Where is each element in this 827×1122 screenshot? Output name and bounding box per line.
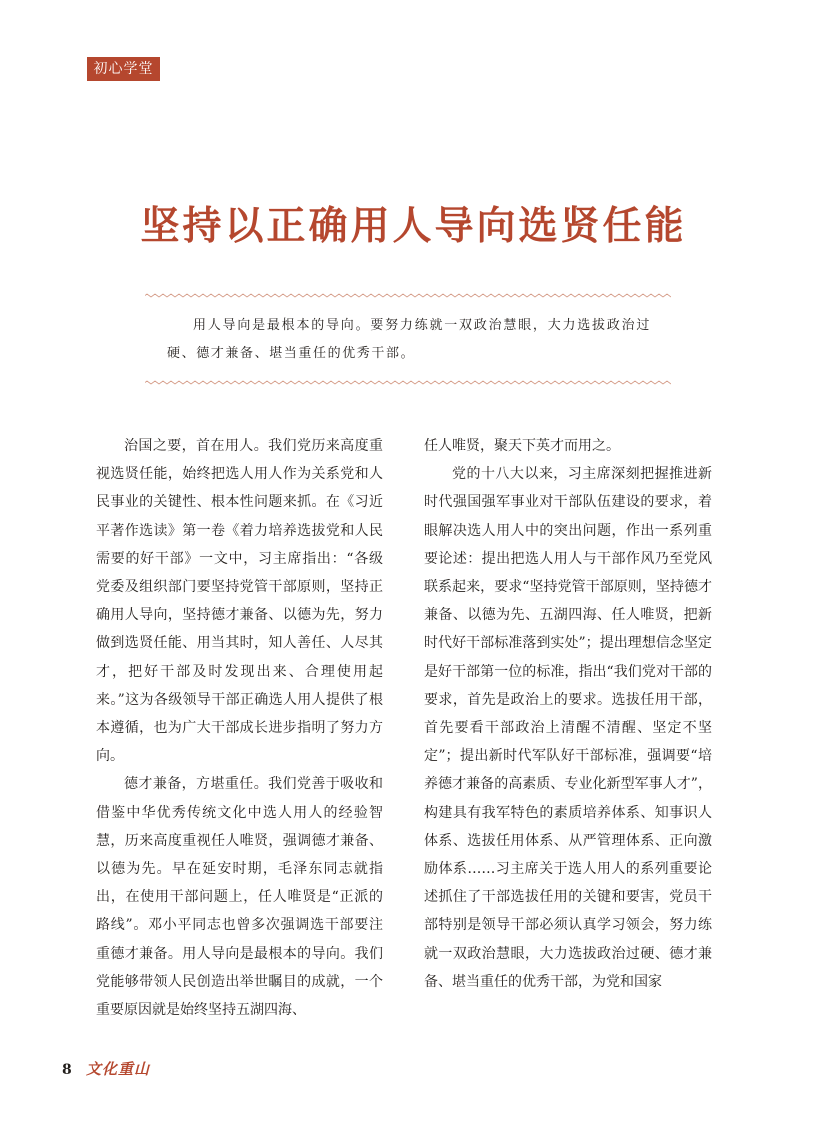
lead-bottom-divider	[145, 380, 671, 385]
article-title: 坚持以正确用人导向选贤任能	[140, 203, 687, 249]
body-paragraph: 治国之要，首在用人。我们党历来高度重视选贤任能，始终把选人用人作为关系党和人民事业的关键性、根本性问题来抓。在《习近平著作选读》第一卷《着力培养选拔党和人民需要的好干部》一文中，习主席指出：“各级党委及组织部门要坚持党管干部原则，坚持正确用人导向，坚持德才兼备、以德为先，努力做到选贤任能、用当其时，知人善任、人尽其才，把好干部及时发现出来、合理使用起来。”这为各级领导干部正确选人用人提供了根本遵循，也为广大干部成长进步指明了努力方向。	[96, 438, 383, 765]
lead-summary: 用人导向是最根本的导向。要努力练就一双政治慧眼，大力选拔政治过硬、德才兼备、堪当重任的优秀干部。	[167, 318, 651, 361]
section-tag: 初心学堂	[87, 57, 160, 81]
body-paragraph: 德才兼备，方堪重任。我们党善于吸收和借鉴中华优秀传统文化中选人用人的经验智慧，历来高度重视任人唯贤，强调德才兼备、以德为先。早在延安时期，毛泽东同志就指出，在使用干部问题上，任人唯贤是“正派的路线”。邓小平同志也曾多次强调选干部要注重德才兼备。用人导向是最根本的导向。我们党能够带领人民创造出举世瞩目的成就，一个重要原因就是始终坚持五湖四海、	[96, 776, 383, 1019]
body-paragraph: 党的十八大以来，习主席深刻把握推进新时代强国强军事业对干部队伍建设的要求，着眼解决选人用人中的突出问题，作出一系列重要论述：提出把选人用人与干部作风乃至党风联系起来，要求“坚持党管干部原则，坚持德才兼备、以德为先、五湖四海、任人唯贤，把新时代好干部标准落到实处”；提出理想信念坚定是好干部第一位的标准，指出“我们党对干部的要求，首先是政治上的要求。选拔任用干部，首先要看干部政治上清醒不清醒、坚定不坚定”；提出新时代军队好干部标准，强调要“培养德才兼备的高素质、专业化新型军事人才”，构建具有我军特色的素质培养体系、知事识人体系、选拔任用体系、从严管理体系、正向激励体系……习主席关于选人用人的系列重要论述抓住了干部选拔任用的关键和要害，党员干部特别是领导干部必须认真学习领会，努力练就一双政治慧眼，大力选拔政治过硬、德才兼备、堪当重任的优秀干部，为党和国家	[424, 466, 712, 990]
body-paragraph-continued: 任人唯贤，聚天下英才而用之。	[424, 438, 620, 454]
body-column-right	[424, 432, 712, 996]
body-column-left	[96, 432, 383, 1024]
page-number: 8	[62, 1062, 72, 1078]
masthead-logo: 文化重山	[86, 1060, 151, 1078]
lead-top-divider	[145, 293, 671, 298]
